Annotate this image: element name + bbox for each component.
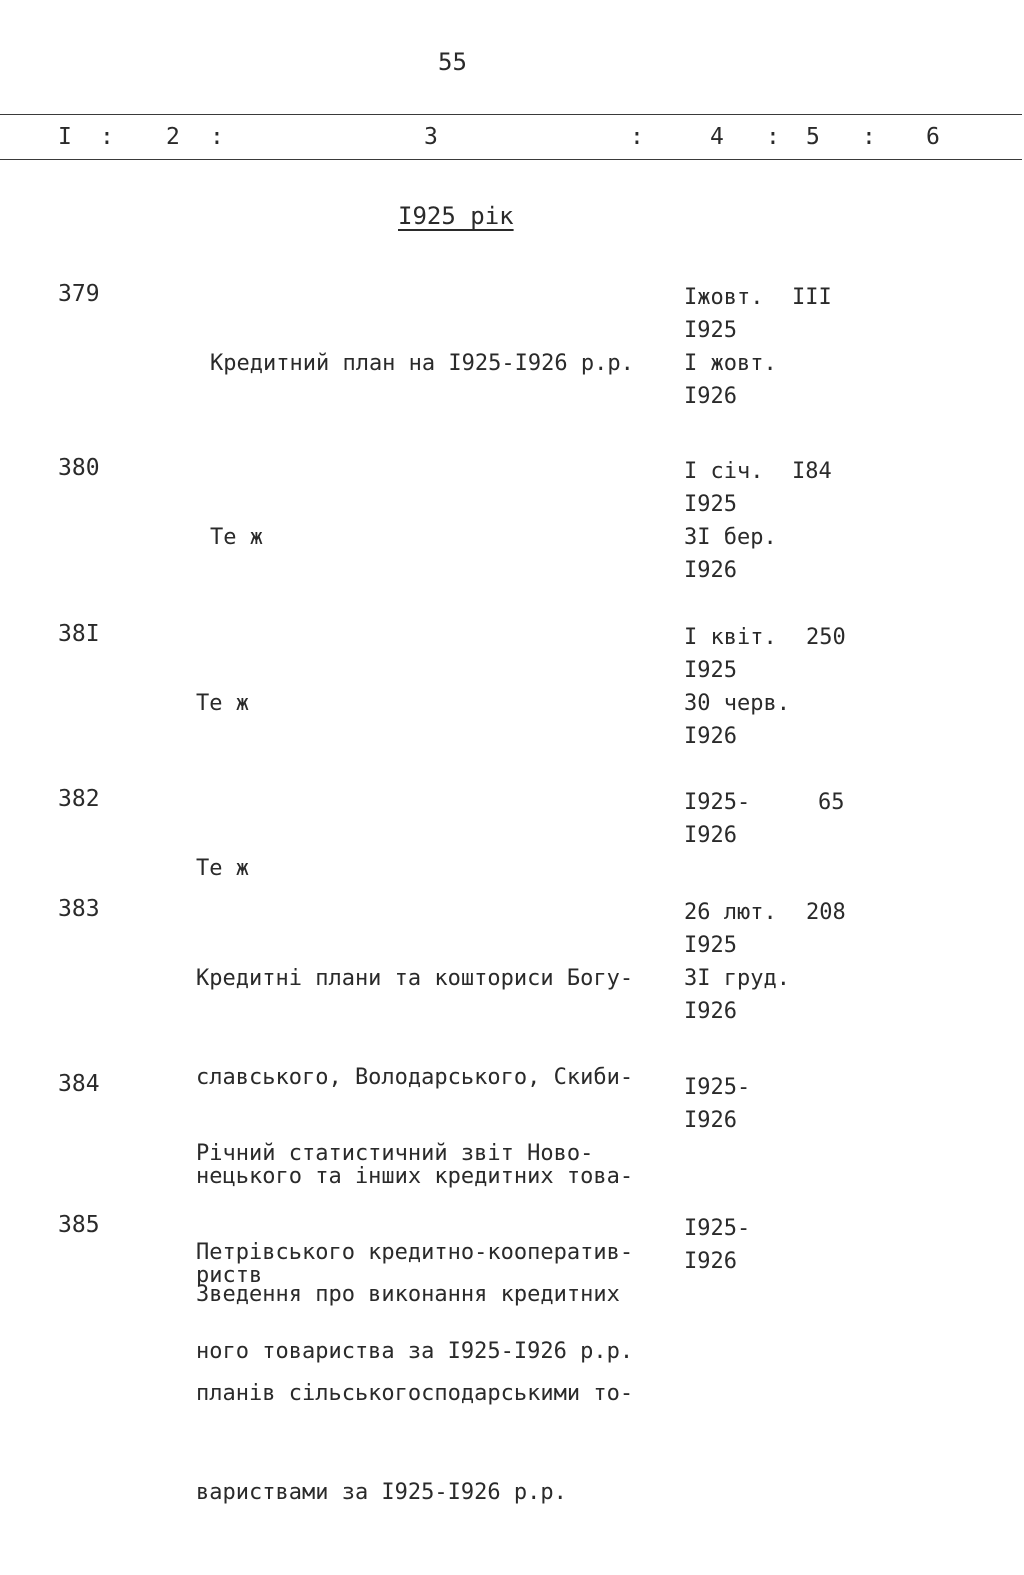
entry-date-line: I квіт. — [684, 625, 777, 650]
entry-dates — [684, 896, 790, 1028]
entry-date-line: I925 — [684, 933, 737, 958]
entry-date-line: I925- — [684, 790, 751, 815]
entry-dates — [684, 455, 777, 587]
year-heading: I925 рік — [398, 202, 514, 230]
entry-title-line: риств — [196, 1263, 263, 1288]
entry-date-line: 3I бер. — [684, 525, 777, 550]
entry-date-line: I січ. — [684, 459, 764, 484]
entry-date-line: I926 — [684, 823, 737, 848]
entry-title-line: Те ж — [210, 525, 263, 550]
entry-number: 384 — [58, 1071, 100, 1097]
entry-sheet-count: 250 — [806, 625, 846, 650]
entry-date-line: I926 — [684, 1249, 737, 1274]
entry-title — [196, 1212, 633, 1575]
entry-number: 380 — [58, 455, 100, 481]
entry-date-line: I926 — [684, 1108, 737, 1133]
column-header-2: 2 — [166, 124, 180, 150]
entry-date-line: I926 — [684, 558, 737, 583]
entry-title-line: вариствами за I925-I926 р.р. — [196, 1480, 567, 1505]
entry-title-line: нецького та інших кредитних това- — [196, 1164, 634, 1189]
entry-date-line: 3I груд. — [684, 966, 790, 991]
column-header-6: 6 — [926, 124, 940, 150]
entry-title-line: ного товариства за I925-I926 р.р. — [196, 1339, 634, 1364]
entry-date-line: I925 — [684, 492, 737, 517]
entry-sheet-count: 208 — [806, 900, 846, 925]
entry-date-line: I925 — [684, 318, 737, 343]
entry-sheet-count: 65 — [818, 790, 845, 815]
column-separator: : — [210, 124, 224, 150]
entry-title — [196, 621, 275, 786]
column-separator: : — [630, 124, 644, 150]
entry-title-line: Те ж — [196, 856, 249, 881]
entry-number: 385 — [58, 1212, 100, 1238]
column-header-3: 3 — [424, 124, 438, 150]
header-top-rule — [0, 114, 1022, 115]
entry-number: 379 — [58, 281, 100, 307]
entry-title-line: Річний статистичний звіт Ново- — [196, 1141, 594, 1166]
entry-title — [210, 455, 289, 620]
column-header-1: I — [58, 124, 72, 150]
entry-number: 382 — [58, 786, 100, 812]
column-header-5: 5 — [806, 124, 820, 150]
column-separator: : — [862, 124, 876, 150]
entry-title — [210, 281, 634, 446]
column-separator: : — [766, 124, 780, 150]
entry-date-line: I925 — [684, 658, 737, 683]
entry-date-line: I926 — [684, 384, 737, 409]
entry-date-line: I926 — [684, 999, 737, 1024]
entry-title-line: славського, Володарського, Скиби- — [196, 1065, 634, 1090]
entry-date-line: I925- — [684, 1075, 751, 1100]
entry-date-line: 26 лют. — [684, 900, 777, 925]
entry-date-line: Iжовт. — [684, 285, 764, 310]
entry-dates — [684, 621, 790, 753]
entry-title-line: планів сільськогосподарськими то- — [196, 1381, 634, 1406]
entry-dates — [684, 1212, 750, 1278]
entry-date-line: I жовт. — [684, 351, 777, 376]
entry-title-line: Кредитний план на I925-I926 р.р. — [210, 351, 634, 376]
page-number: 55 — [438, 48, 467, 76]
entry-sheet-count: I84 — [792, 459, 832, 484]
entry-dates — [684, 1071, 750, 1137]
entry-dates — [684, 281, 777, 413]
entry-number: 38I — [58, 621, 100, 647]
entry-date-line: I926 — [684, 724, 737, 749]
entry-number: 383 — [58, 896, 100, 922]
entry-title-line: Кредитні плани та кошториси Богу- — [196, 966, 634, 991]
entry-title-line: Петрівського кредитно-кооператив- — [196, 1240, 634, 1265]
entry-date-line: I925- — [684, 1216, 751, 1241]
entry-title-line: Те ж — [196, 691, 249, 716]
entry-date-line: 30 черв. — [684, 691, 790, 716]
column-header-4: 4 — [710, 124, 724, 150]
entry-dates — [684, 786, 750, 852]
entry-title-line: Зведення про виконання кредитних — [196, 1282, 620, 1307]
column-separator: : — [100, 124, 114, 150]
header-bottom-rule — [0, 159, 1022, 160]
entry-sheet-count: III — [792, 285, 832, 310]
